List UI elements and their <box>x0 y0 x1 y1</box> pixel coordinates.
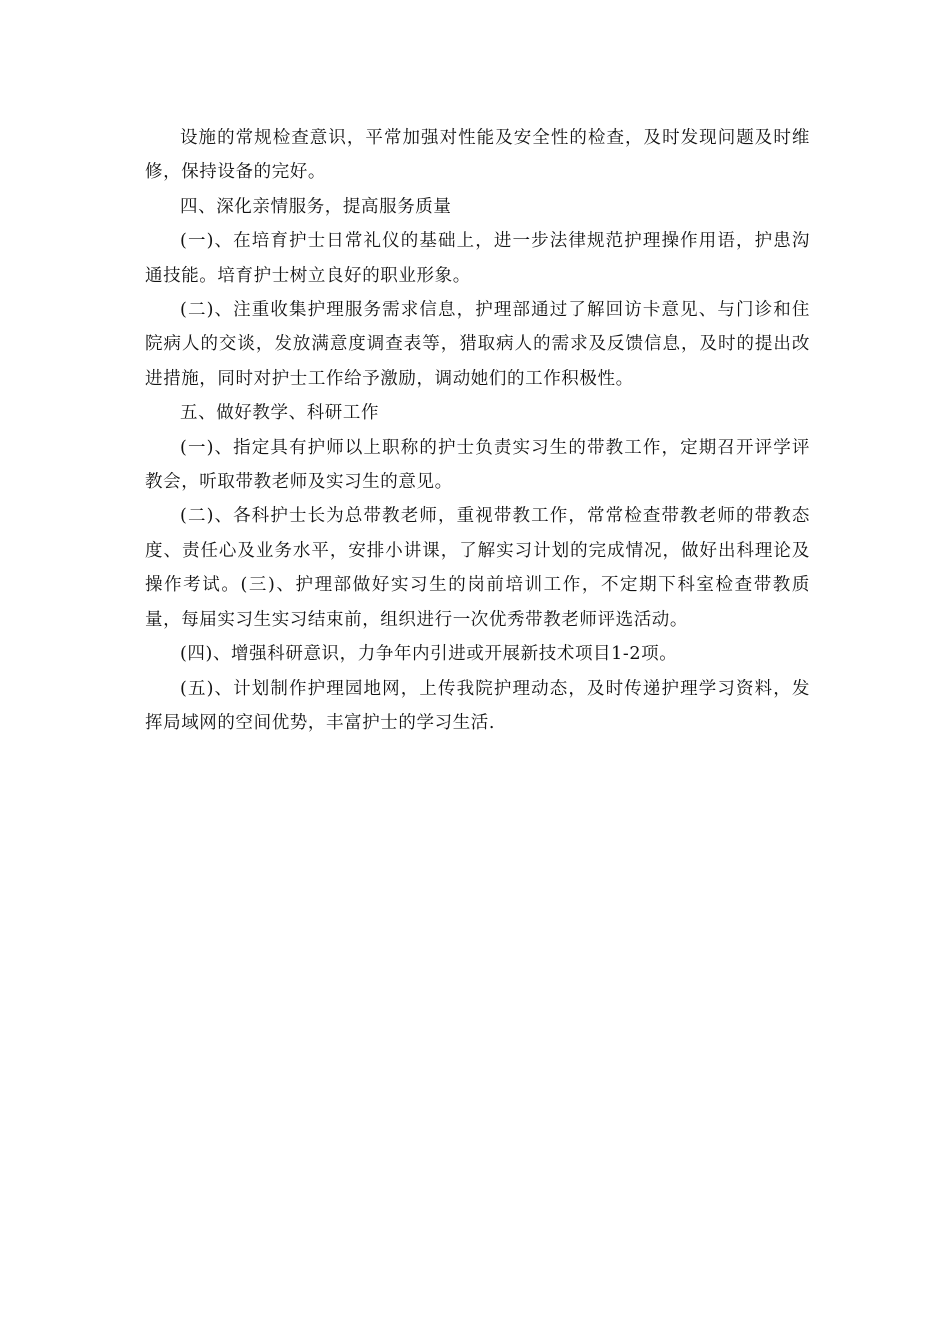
paragraph-teaching-2-3: (二)、各科护士长为总带教老师，重视带教工作，常常检查带教老师的带教态度、责任心及业务水平，安排小讲课，了解实习计划的完成情况，做好出科理论及操作考试。(三)、护理部做好实习生的岗前培训工作，不定期下科室检查带教质量，每届实习生实习结束前，组织进行一次优秀带教老师评选活动。 <box>145 506 810 630</box>
paragraph-etiquette: (一)、在培育护士日常礼仪的基础上，进一步法律规范护理操作用语，护患沟通技能。培育护士树立良好的职业形象。 <box>145 231 810 286</box>
paragraph-network: (五)、计划制作护理园地网，上传我院护理动态，及时传递护理学习资料，发挥局域网的空间优势，丰富护士的学习生活. <box>145 678 810 733</box>
paragraph-research: (四)、增强科研意识，力争年内引进或开展新技术项目1-2项。 <box>180 644 678 665</box>
paragraph-feedback: (二)、注重收集护理服务需求信息，护理部通过了解回访卡意见、与门诊和住院病人的交谈，发放满意度调查表等，猎取病人的需求及反馈信息，及时的提出改进措施，同时对护士工作给予激励，调动她们的工作积极性。 <box>145 300 810 389</box>
paragraph-teaching-1: (一)、指定具有护师以上职称的护士负责实习生的带教工作，定期召开评学评教会，听取带教老师及实习生的意见。 <box>145 437 810 493</box>
section-heading-4: 四、深化亲情服务，提高服务质量 <box>180 196 452 217</box>
paragraph-equipment-inspection: 设施的常规检查意识，平常加强对性能及安全性的检查，及时发现问题及时维修，保持设备的完好。 <box>145 128 810 183</box>
document-body <box>145 121 810 740</box>
section-heading-5: 五、做好教学、科研工作 <box>180 403 380 424</box>
